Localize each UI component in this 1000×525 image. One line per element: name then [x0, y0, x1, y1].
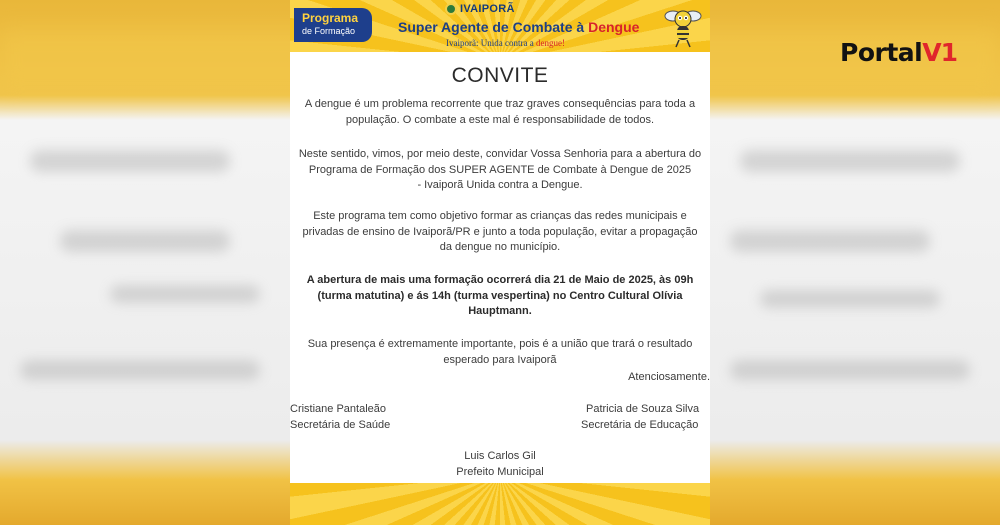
background-smear — [30, 150, 230, 172]
signature-name: Cristiane Pantaleão — [290, 403, 387, 415]
background-smear — [60, 230, 230, 252]
paragraph-intro — [290, 97, 710, 128]
background-smear — [730, 230, 930, 252]
city-crest-icon — [445, 3, 457, 15]
portal-v1-logo — [840, 38, 957, 67]
program-badge — [294, 8, 372, 42]
logo-mark: V1 — [922, 38, 957, 67]
paragraph-objective — [290, 209, 710, 256]
mosquito-mascot-icon — [664, 4, 702, 48]
text-line: esperado para Ivaiporã — [443, 353, 557, 366]
campaign-headline — [398, 19, 639, 35]
signature-mayor — [440, 448, 560, 480]
text-line: população. O combate a este mal é responsabilidade de todos. — [345, 113, 655, 126]
city-name: IVAIPORÃ — [460, 3, 515, 15]
background-smear — [730, 360, 970, 380]
slogan-emphasis: dengue! — [535, 38, 565, 48]
headline-emphasis: Dengue — [588, 19, 640, 35]
slogan-part: Ivaiporã: Unida contra a — [446, 38, 536, 48]
document-header-banner — [290, 0, 710, 52]
text-line: Este programa tem como objetivo formar as crianças das redes municipais e — [313, 210, 687, 222]
text-line: A abertura de mais uma formação ocorrerá dia 21 de Maio de 2025, às 09h — [306, 274, 694, 286]
signature-health-secretary — [290, 401, 390, 433]
signature-education-secretary — [581, 401, 699, 433]
program-badge-title: Programa — [302, 11, 359, 25]
headline-part: Super Agente de Combate à — [398, 19, 589, 35]
text-line: Programa de Formação dos SUPER AGENTE de Combate à Dengue de 2025 — [308, 163, 692, 176]
text-line: - Ivaiporã Unida contra a Dengue. — [417, 179, 583, 192]
invitation-document — [290, 0, 710, 525]
text-line: da dengue no município. — [439, 241, 561, 254]
logo-word: Portal — [840, 38, 923, 67]
program-badge-subtitle: de Formação — [302, 26, 356, 36]
paragraph-event-details — [290, 273, 710, 320]
signature-name: Patricia de Souza Silva — [586, 403, 700, 415]
document-title: CONVITE — [451, 64, 549, 87]
background-smear — [740, 150, 960, 172]
signature-name: Luis Carlos Gil — [464, 450, 536, 462]
signature-role: Secretária de Educação — [581, 419, 699, 431]
text-line: Hauptmann. — [468, 305, 532, 318]
document-footer-banner — [290, 483, 710, 525]
text-line: A dengue é um problema recorrente que traz graves consequências para toda a — [304, 98, 696, 110]
paragraph-closing-remark — [290, 337, 710, 368]
text-line: (turma matutina) e ás 14h (turma vespertina) no Centro Cultural Olívia — [317, 289, 683, 302]
closing-salutation: Atenciosamente. — [628, 371, 710, 383]
background-smear — [20, 360, 260, 380]
signature-role: Prefeito Municipal — [456, 466, 544, 478]
campaign-slogan — [446, 38, 565, 48]
background-smear — [760, 290, 940, 308]
text-line: Neste sentido, vimos, por meio deste, convidar Vossa Senhoria para a abertura do — [298, 148, 702, 160]
background-smear — [110, 285, 260, 303]
signature-role: Secretária de Saúde — [290, 419, 391, 431]
paragraph-invitation — [290, 147, 710, 194]
text-line: Sua presença é extremamente importante, pois é a união que trará o resultado — [307, 338, 693, 350]
text-line: privadas de ensino de Ivaiporã/PR e junto a toda população, evitar a propagação — [302, 225, 698, 238]
